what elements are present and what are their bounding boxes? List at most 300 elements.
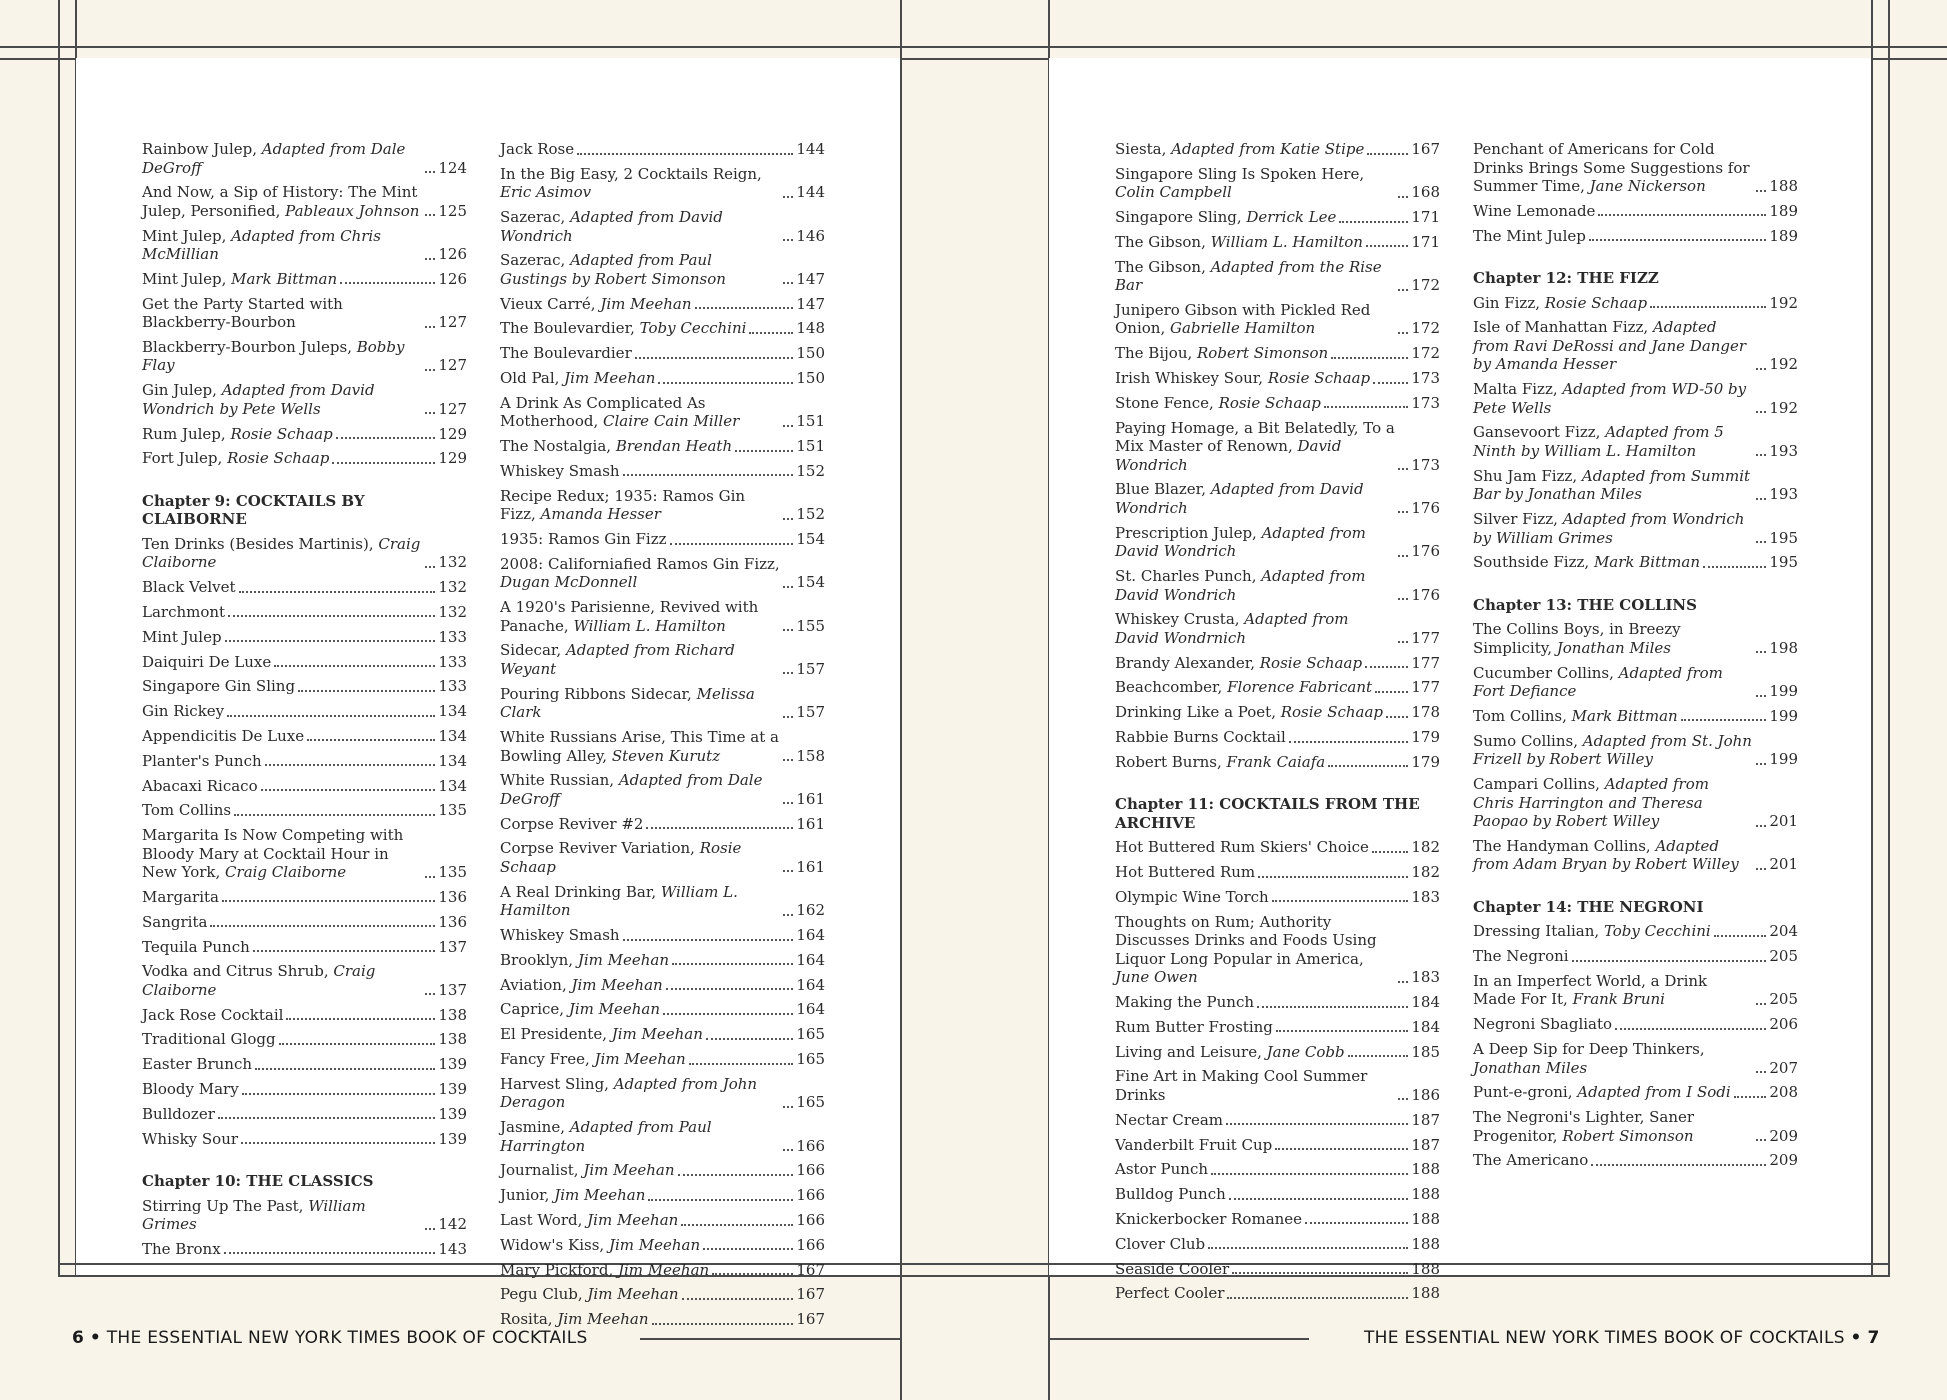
toc-entry-text [500, 295, 692, 314]
toc-entry[interactable] [142, 140, 467, 177]
toc-entry[interactable] [142, 295, 467, 332]
dot-leader [425, 566, 435, 568]
entry-author: Derrick Lee [1246, 208, 1337, 227]
toc-entry-text [1473, 423, 1753, 460]
toc-entry-text [500, 165, 780, 202]
toc-entry[interactable] [1115, 208, 1440, 227]
entry-author: Adapted from Chris McMillian [142, 226, 381, 264]
page-number: 187 [1411, 1110, 1440, 1129]
toc-entry[interactable] [1115, 369, 1440, 388]
toc-entry[interactable] [1115, 610, 1440, 647]
toc-entry[interactable] [142, 603, 467, 622]
toc-entry-text [1115, 208, 1336, 227]
toc-entry-text [1115, 610, 1395, 647]
toc-entry[interactable] [1115, 1136, 1440, 1155]
page-number: 144 [796, 183, 825, 202]
toc-entry[interactable] [1473, 1108, 1798, 1145]
dot-leader [227, 715, 435, 717]
entry-title: Bulldozer [142, 1104, 215, 1123]
toc-entry[interactable] [1115, 301, 1440, 338]
toc-entry[interactable] [142, 227, 467, 264]
toc-entry[interactable] [1115, 1160, 1440, 1179]
toc-entry[interactable] [1473, 922, 1798, 941]
toc-entry[interactable] [1473, 732, 1798, 769]
toc-entry[interactable] [500, 369, 825, 388]
toc-entry-text [500, 344, 632, 363]
page-number: 185 [1411, 1042, 1440, 1061]
toc-entry[interactable] [500, 815, 825, 834]
chapter-heading: Chapter 14: THE NEGRONI [1473, 897, 1704, 916]
toc-entry[interactable] [500, 771, 825, 808]
toc-entry[interactable] [1115, 1284, 1440, 1303]
dot-leader [1714, 935, 1767, 937]
toc-entry[interactable] [1115, 703, 1440, 722]
toc-entry[interactable] [500, 165, 825, 202]
toc-entry-text [1115, 1111, 1223, 1130]
dot-leader [239, 591, 436, 593]
entry-title: Blue Blazer, [1115, 480, 1211, 499]
toc-entry-text [1115, 1210, 1302, 1229]
entry-title: Making the Punch [1115, 993, 1255, 1012]
dot-leader [242, 1093, 436, 1095]
page-number: 152 [796, 461, 825, 480]
dot-leader [279, 1043, 436, 1045]
page-number: 154 [796, 573, 825, 592]
toc-entry-text [142, 578, 236, 597]
toc-entry[interactable] [500, 462, 825, 481]
toc-entry[interactable] [142, 913, 467, 932]
toc-entry[interactable] [142, 1030, 467, 1049]
dot-leader [635, 357, 794, 359]
toc-entry[interactable] [500, 1285, 825, 1304]
toc-entry[interactable] [1473, 664, 1798, 701]
dot-leader [1272, 900, 1409, 902]
entry-title: Pegu Club, [500, 1285, 588, 1304]
toc-entry[interactable] [142, 449, 467, 468]
dot-leader [1598, 214, 1766, 216]
toc-entry[interactable] [500, 951, 825, 970]
toc-entry[interactable] [142, 938, 467, 957]
toc-entry[interactable] [1473, 140, 1798, 196]
toc-entry[interactable] [1473, 947, 1798, 966]
toc-entry-text [500, 208, 780, 245]
toc-entry[interactable] [1473, 1151, 1798, 1170]
toc-entry[interactable] [1115, 728, 1440, 747]
toc-entry-text [500, 462, 620, 481]
dot-leader [1756, 368, 1766, 370]
toc-entry[interactable] [1115, 258, 1440, 295]
entry-title: Last Word, [500, 1211, 588, 1229]
toc-entry[interactable] [1115, 344, 1440, 363]
entry-title: Journalist, [500, 1161, 584, 1180]
toc-entry[interactable] [1473, 707, 1798, 726]
page-number: 177 [1411, 628, 1440, 647]
toc-entry[interactable] [1115, 1067, 1440, 1104]
toc-entry[interactable] [1115, 1235, 1440, 1254]
entry-title: Seaside Cooler [1115, 1259, 1230, 1278]
page-number: 166 [796, 1186, 825, 1205]
toc-entry-text [142, 1105, 215, 1124]
page-number: 138 [438, 1005, 467, 1024]
dot-leader [1398, 468, 1408, 470]
toc-entry[interactable] [142, 578, 467, 597]
toc-entry[interactable] [142, 183, 467, 220]
dot-leader [783, 759, 793, 761]
toc-entry-text [1115, 863, 1255, 882]
entry-title: Whiskey Smash [500, 926, 620, 945]
toc-entry[interactable] [500, 555, 825, 592]
entry-title: 2008: Californiafied Ramos Gin Fizz, [500, 554, 780, 573]
entry-author: Dugan McDonnell [500, 573, 638, 592]
toc-entry[interactable] [142, 677, 467, 696]
toc-entry[interactable] [1115, 419, 1440, 475]
toc-entry[interactable] [1473, 837, 1798, 874]
page-number: 179 [1411, 728, 1440, 747]
dot-leader [1398, 981, 1408, 983]
entry-title: Get the Party Started with Blackberry-Bourbon [142, 294, 343, 332]
toc-entry[interactable] [142, 535, 467, 572]
page-number: 188 [1411, 1185, 1440, 1204]
toc-entry[interactable] [500, 140, 825, 159]
toc-entry-text [142, 183, 422, 220]
dot-leader [783, 196, 793, 198]
dot-leader [670, 543, 794, 545]
toc-entry-text [1115, 703, 1383, 722]
entry-author: Brendan Heath [615, 437, 733, 456]
toc-entry-text [142, 1240, 221, 1259]
page-number: 161 [796, 814, 825, 833]
entry-author: Bobby Flay [142, 337, 405, 375]
toc-entry-text [1473, 294, 1647, 313]
toc-entry[interactable] [500, 598, 825, 635]
toc-entry[interactable] [500, 1118, 825, 1155]
page-number: 183 [1411, 968, 1440, 987]
entry-title: Living and Leisure, [1115, 1042, 1267, 1061]
toc-entry[interactable] [1473, 1040, 1798, 1077]
toc-entry[interactable] [500, 530, 825, 549]
toc-entry[interactable] [1473, 202, 1798, 221]
page-number: 152 [796, 505, 825, 524]
toc-entry-text [500, 951, 669, 970]
entry-author: Gabrielle Hamilton [1169, 319, 1316, 338]
page-number: 164 [796, 975, 825, 994]
dot-leader [1398, 289, 1408, 291]
toc-entry[interactable] [500, 1186, 825, 1205]
page-number: 189 [1769, 201, 1798, 220]
toc-entry[interactable] [500, 319, 825, 338]
page-number: 132 [438, 578, 467, 597]
toc-entry[interactable] [1115, 654, 1440, 673]
toc-entry-text [500, 394, 780, 431]
page-number: 176 [1411, 498, 1440, 517]
toc-entry[interactable] [142, 425, 467, 444]
toc-entry-text [500, 530, 667, 549]
entry-title: Widow's Kiss, [500, 1235, 609, 1254]
toc-entry[interactable] [142, 888, 467, 907]
entry-author: Jim Meehan [557, 1310, 649, 1329]
entry-author: Toby Cecchini [639, 319, 747, 338]
dot-leader [1372, 851, 1408, 853]
toc-entry[interactable] [1115, 838, 1440, 857]
entry-author: June Owen [1115, 968, 1198, 987]
page-number: 176 [1411, 542, 1440, 561]
toc-entry[interactable] [142, 1105, 467, 1124]
toc-entry[interactable] [500, 394, 825, 431]
entry-author: William L. Hamilton [573, 616, 726, 635]
toc-entry[interactable] [1473, 510, 1798, 547]
dot-leader [1275, 1148, 1408, 1150]
toc-entry[interactable] [500, 1161, 825, 1180]
toc-entry-text [500, 1310, 649, 1329]
toc-entry[interactable] [142, 826, 467, 882]
entry-author: Jim Meehan [618, 1260, 710, 1279]
entry-title: The Boulevardier, [500, 319, 640, 338]
toc-entry[interactable] [1473, 972, 1798, 1009]
toc-entry[interactable] [142, 270, 467, 289]
page-number: 164 [796, 1000, 825, 1019]
dot-leader [1257, 1006, 1408, 1008]
entry-title: Junipero Gibson with Pickled Red Onion, [1115, 300, 1371, 338]
toc-entry[interactable] [1115, 233, 1440, 252]
entry-author: Rosie Schaap [230, 424, 333, 443]
page-number: 188 [1411, 1209, 1440, 1228]
dot-leader [1226, 1123, 1408, 1125]
toc-entry[interactable] [1473, 1015, 1798, 1034]
toc-entry[interactable] [1115, 1018, 1440, 1037]
toc-entry-text [1473, 380, 1753, 417]
entry-author: Adapted from 5 Ninth by William L. Hamilton [1473, 423, 1724, 460]
toc-entry[interactable] [1115, 888, 1440, 907]
entry-author: David Wondrich [1115, 437, 1342, 474]
footer-book-title: THE ESSENTIAL NEW YORK TIMES BOOK OF COCKTAILS [106, 1328, 588, 1348]
dot-leader [425, 1228, 435, 1230]
toc-entry[interactable] [1115, 863, 1440, 882]
page-number: 165 [796, 1025, 825, 1044]
toc-entry[interactable] [1473, 553, 1798, 572]
toc-entry[interactable] [1473, 467, 1798, 504]
page-number: 184 [1411, 1017, 1440, 1036]
toc-entry[interactable] [500, 728, 825, 765]
toc-entry[interactable] [1115, 1185, 1440, 1204]
toc-entry[interactable] [142, 777, 467, 796]
toc-entry[interactable] [500, 1025, 825, 1044]
toc-entry[interactable] [1473, 1083, 1798, 1102]
toc-entry[interactable] [142, 1080, 467, 1099]
toc-entry[interactable] [500, 295, 825, 314]
toc-entry[interactable] [1115, 993, 1440, 1012]
dot-leader [1650, 306, 1766, 308]
toc-entry-text [500, 1236, 700, 1255]
page-number: 133 [438, 652, 467, 671]
toc-entry[interactable] [142, 962, 467, 999]
toc-entry[interactable] [142, 628, 467, 647]
toc-entry[interactable] [1115, 394, 1440, 413]
toc-entry[interactable] [1473, 380, 1798, 417]
toc-entry[interactable] [1115, 1111, 1440, 1130]
entry-title: Fancy Free, [500, 1050, 595, 1069]
toc-entry[interactable] [1115, 165, 1440, 202]
toc-entry[interactable] [500, 976, 825, 995]
dot-leader [577, 153, 793, 155]
entry-author: Adapted from Chris Harrington and Theresa Paopao by Robert Willey [1473, 775, 1709, 831]
entry-title: Daiquiri De Luxe [142, 652, 272, 671]
toc-entry[interactable] [142, 1240, 467, 1259]
entry-title: Sumo Collins, [1473, 731, 1583, 750]
toc-entry[interactable] [142, 653, 467, 672]
entry-title: Traditional Glogg [142, 1030, 276, 1049]
page-number: 208 [1769, 1083, 1798, 1102]
toc-entry[interactable] [500, 251, 825, 288]
toc-entry[interactable] [500, 926, 825, 945]
toc-entry[interactable] [1473, 227, 1798, 246]
toc-entry[interactable] [500, 487, 825, 524]
dot-leader [253, 950, 436, 952]
toc-entry[interactable] [500, 1261, 825, 1280]
dot-leader [1398, 598, 1408, 600]
page-number: 150 [796, 344, 825, 363]
toc-entry[interactable] [142, 801, 467, 820]
toc-entry[interactable] [500, 437, 825, 456]
toc-entry[interactable] [500, 1000, 825, 1019]
dot-leader [783, 586, 793, 588]
toc-entry[interactable] [142, 702, 467, 721]
toc-entry[interactable] [142, 1006, 467, 1025]
page-number: 182 [1411, 838, 1440, 857]
entry-title: Campari Collins, [1473, 775, 1605, 794]
toc-entry-text [500, 1050, 686, 1069]
toc-entry[interactable] [1115, 480, 1440, 517]
entry-author: Adapted from Ravi DeRossi and Jane Danger by Amanda Hesser [1473, 318, 1747, 374]
toc-entry[interactable] [142, 381, 467, 418]
entry-author: Adapted from Paul Harrington [500, 1118, 712, 1155]
toc-entry[interactable] [500, 1236, 825, 1255]
page-number: 187 [1411, 1135, 1440, 1154]
toc-entry[interactable] [1115, 140, 1440, 159]
toc-entry[interactable] [142, 1197, 467, 1234]
dot-leader [712, 1273, 793, 1275]
page-number: 188 [1411, 1284, 1440, 1303]
entry-title: Stirring Up The Past, [142, 1196, 309, 1215]
entry-title: Junior, [500, 1186, 555, 1205]
toc-entry[interactable] [500, 1211, 825, 1230]
entry-author: Mark Bittman [1593, 553, 1700, 572]
entry-author: Adapted from Fort Defiance [1473, 663, 1723, 701]
dot-leader [706, 1038, 793, 1040]
entry-title: Southside Fizz, [1473, 553, 1594, 572]
page-number: 125 [438, 201, 467, 220]
page-number: 135 [438, 801, 467, 820]
entry-title: Sidecar, [500, 641, 566, 660]
toc-entry[interactable] [1473, 775, 1798, 831]
page-number: 161 [796, 857, 825, 876]
toc-entry[interactable] [142, 752, 467, 771]
toc-entry[interactable] [1473, 318, 1798, 374]
page-number: 146 [796, 226, 825, 245]
toc-entry-text [142, 381, 422, 418]
entry-author: Adapted from WD-50 by Pete Wells [1473, 380, 1747, 417]
toc-entry[interactable] [1115, 1043, 1440, 1062]
toc-entry-text [500, 251, 780, 288]
entry-author: Craig Claiborne [142, 962, 376, 999]
dot-leader [274, 665, 435, 667]
page-number: 134 [438, 751, 467, 770]
toc-entry[interactable] [1115, 1210, 1440, 1229]
page-number: 165 [796, 1050, 825, 1069]
toc-entry[interactable] [500, 1075, 825, 1112]
toc-entry[interactable] [142, 1055, 467, 1074]
dot-leader [1386, 716, 1408, 718]
entry-title: And Now, a Sip of History: The Mint Julep, Personified, [142, 183, 418, 220]
toc-entry[interactable] [1115, 567, 1440, 604]
toc-entry[interactable] [1115, 524, 1440, 561]
toc-entry[interactable] [142, 1130, 467, 1149]
toc-entry[interactable] [500, 641, 825, 678]
toc-entry[interactable] [1115, 678, 1440, 697]
toc-entry[interactable] [500, 208, 825, 245]
toc-entry-text [1115, 753, 1325, 772]
toc-entry-text [142, 535, 422, 572]
rule-footer-right [1049, 1338, 1309, 1340]
entry-title: Sazerac, [500, 251, 571, 270]
toc-entry[interactable] [500, 1050, 825, 1069]
toc-entry[interactable] [142, 727, 467, 746]
dot-leader [1373, 382, 1408, 384]
dot-leader [234, 814, 435, 816]
toc-entry-text [142, 227, 422, 264]
entry-title: Mary Pickford, [500, 1260, 618, 1279]
toc-entry[interactable] [1473, 620, 1798, 657]
toc-entry[interactable] [1115, 913, 1440, 987]
toc-entry-text [1473, 1108, 1753, 1145]
entry-title: Paying Homage, a Bit Belatedly, To a Mix Master of Renown, [1115, 418, 1395, 456]
dot-leader [663, 1013, 793, 1015]
toc-entry-text [1473, 972, 1753, 1009]
toc-entry-text [1473, 1151, 1588, 1170]
toc-entry[interactable] [500, 344, 825, 363]
entry-author: Rosie Schaap [1259, 653, 1363, 672]
page-number: 177 [1411, 653, 1440, 672]
dot-leader [783, 870, 793, 872]
dot-leader [332, 462, 435, 464]
toc-entry[interactable] [500, 839, 825, 876]
entry-author: Adapted from Richard Weyant [500, 641, 735, 678]
toc-entry[interactable] [1115, 753, 1440, 772]
page-number: 139 [438, 1080, 467, 1099]
toc-entry[interactable] [1115, 1260, 1440, 1279]
page-number: 134 [438, 702, 467, 721]
toc-entry[interactable] [500, 1310, 825, 1329]
page-number: 168 [1411, 183, 1440, 202]
entry-author: Frank Bruni [1572, 990, 1665, 1009]
dot-leader [1756, 454, 1766, 456]
toc-entry-text [142, 603, 225, 622]
dot-leader [261, 789, 436, 791]
entry-author: Adapted from Wondrich by William Grimes [1473, 510, 1745, 547]
dot-leader [1398, 511, 1408, 513]
toc-entry[interactable] [500, 685, 825, 722]
entry-title: White Russian, [500, 771, 619, 790]
toc-entry[interactable] [142, 338, 467, 375]
entry-title: Rabbie Burns Cocktail [1115, 728, 1286, 747]
page-number: 166 [796, 1161, 825, 1180]
dot-leader [1232, 1272, 1408, 1274]
dot-leader [783, 518, 793, 520]
toc-entry[interactable] [1473, 423, 1798, 460]
toc-entry[interactable] [500, 883, 825, 920]
toc-entry[interactable] [1473, 294, 1798, 313]
page-number: 199 [1769, 750, 1798, 769]
toc-entry-text [142, 702, 224, 721]
